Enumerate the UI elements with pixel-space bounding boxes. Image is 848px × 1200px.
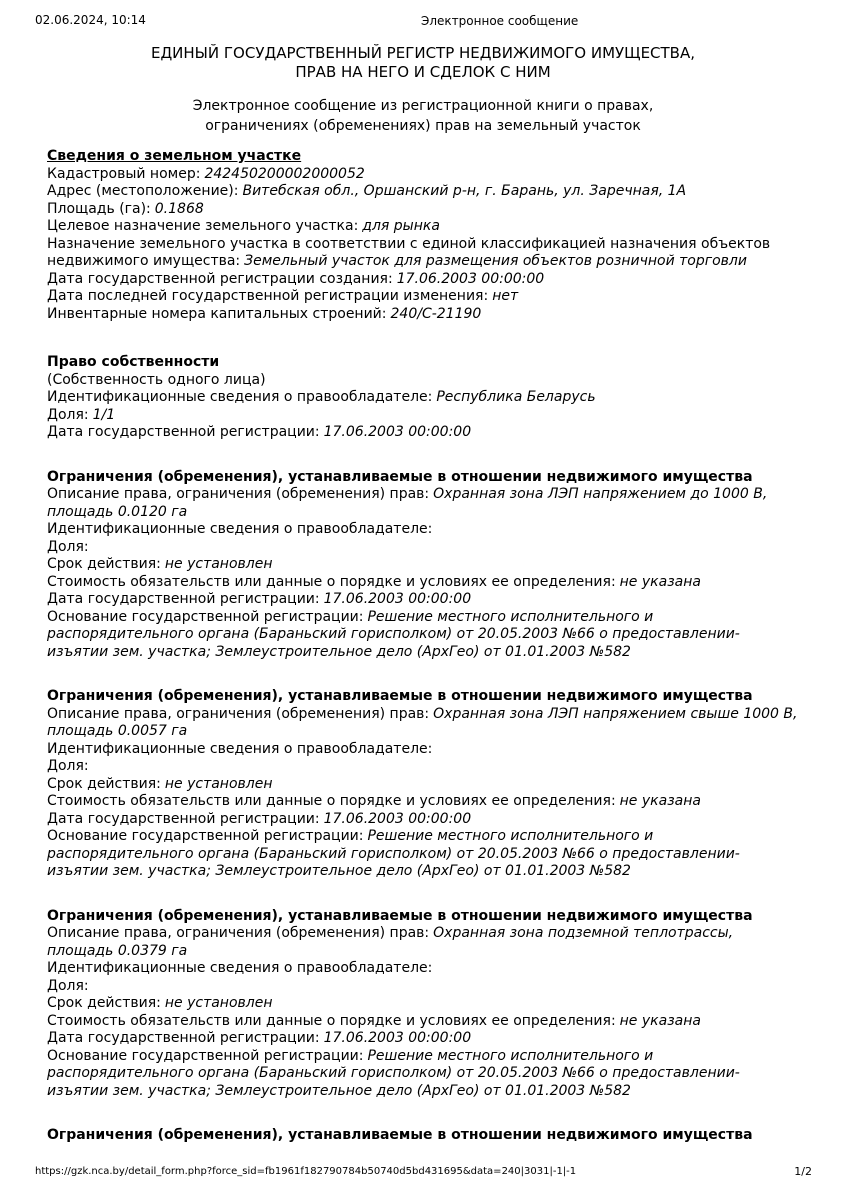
field-value: 17.06.2003 00:00:00 — [323, 424, 472, 440]
field-label: Основание государственной регистрации: — [47, 1047, 364, 1064]
print-footer-url: https://gzk.nca.by/detail_form.php?force_sid=fb1961f182790784b50740d5bd431695&data=240|3031|-1|-1 — [35, 1166, 577, 1177]
field-label: (Собственность одного лица) — [47, 371, 266, 388]
field-label: Дата последней государственной регистрации изменения: — [47, 288, 489, 304]
field-label: Идентификационные сведения о правообладателе: — [47, 521, 433, 537]
field-value: Охранная зона ЛЭП напряжением до 1000 В, площадь 0.0120 га — [47, 486, 768, 520]
document-sections — [47, 148, 799, 1145]
field-line — [47, 706, 799, 741]
register-title — [47, 44, 799, 82]
field-value: не установлен — [164, 995, 273, 1011]
section-fields — [47, 372, 799, 442]
field-value: не установлен — [164, 556, 273, 572]
field-label: Основание государственной регистрации: — [47, 608, 364, 625]
field-label: Дата государственной регистрации: — [47, 591, 320, 607]
print-footer-page-number: 1/2 — [794, 1165, 812, 1178]
field-line — [47, 201, 799, 219]
field-line — [47, 925, 799, 960]
field-value: Охранная зона ЛЭП напряжением свыше 1000 В, площадь 0.0057 га — [47, 705, 798, 739]
field-value: не указана — [619, 793, 701, 809]
field-line — [47, 236, 799, 271]
field-label: Идентификационные сведения о правообладателе: — [47, 740, 433, 757]
field-value: Витебская обл., Оршанский р-н, г. Барань, ул. Заречная, 1А — [242, 183, 687, 199]
print-header-timestamp: 02.06.2024, 10:14 — [35, 13, 146, 27]
field-label: Стоимость обязательств или данные о порядке и условиях ее определения: — [47, 793, 616, 809]
field-value: 17.06.2003 00:00:00 — [323, 810, 472, 827]
section-fields — [47, 706, 799, 881]
field-value: не указана — [619, 1012, 701, 1029]
field-value: для рынка — [362, 218, 440, 234]
field-line — [47, 218, 799, 236]
section-heading: Ограничения (обременения), устанавливаемые в отношении недвижимого имущества — [47, 1127, 753, 1143]
field-line — [47, 811, 799, 829]
field-value: 1/1 — [92, 406, 116, 423]
field-value: Республика Беларусь — [436, 389, 596, 405]
field-label: Дата государственной регистрации: — [47, 424, 320, 440]
field-line — [47, 1013, 799, 1031]
field-label: Инвентарные номера капитальных строений: — [47, 305, 387, 322]
section-heading: Ограничения (обременения), устанавливаемые в отношении недвижимого имущества — [47, 688, 753, 704]
field-line — [47, 978, 799, 996]
field-line — [47, 1030, 799, 1048]
field-line — [47, 758, 799, 776]
field-label: Доля: — [47, 406, 89, 423]
document-section — [47, 908, 799, 1101]
field-value: Земельный участок для размещения объектов розничной торговли — [244, 253, 747, 269]
field-label: Описание права, ограничения (обременения) прав: — [47, 705, 430, 722]
register-title-line1: ЕДИНЫЙ ГОСУДАРСТВЕННЫЙ РЕГИСТР НЕДВИЖИМОГО ИМУЩЕСТВА, — [150, 44, 696, 62]
document-section — [47, 1127, 799, 1145]
field-line — [47, 389, 799, 407]
field-label: Описание права, ограничения (обременения) прав: — [47, 925, 430, 941]
field-label: Стоимость обязательств или данные о порядке и условиях ее определения: — [47, 1012, 616, 1029]
field-label: Срок действия: — [47, 556, 161, 572]
field-label: Дата государственной регистрации: — [47, 1030, 320, 1046]
field-line — [47, 288, 799, 306]
field-line — [47, 372, 799, 390]
document-subtitle — [47, 96, 799, 136]
section-heading: Сведения о земельном участке — [47, 148, 302, 164]
field-label: Дата государственной регистрации: — [47, 810, 320, 827]
field-line — [47, 183, 799, 201]
field-label: Идентификационные сведения о правообладателе: — [47, 960, 433, 976]
field-label: Кадастровый номер: — [47, 165, 201, 182]
field-value: нет — [492, 288, 519, 304]
field-label: Основание государственной регистрации: — [47, 828, 364, 844]
field-value: Решение местного исполнительного и распорядительного органа (Бараньский горисполком) от 20.05.2003 №66 о предоставлении-изъятии зем. участка; Землеустроительное дело (АрхГео) от 01.01.2003 №582 — [47, 1047, 740, 1099]
document-section — [47, 354, 799, 442]
field-value: 0.1868 — [154, 200, 204, 217]
field-line — [47, 486, 799, 521]
field-value: 17.06.2003 00:00:00 — [323, 1030, 472, 1046]
field-line — [47, 995, 799, 1013]
register-title-line2: ПРАВ НА НЕГО И СДЕЛОК С НИМ — [295, 63, 551, 81]
field-line — [47, 556, 799, 574]
field-value: 17.06.2003 00:00:00 — [323, 591, 472, 607]
field-line — [47, 574, 799, 592]
field-label: Доля: — [47, 758, 89, 774]
field-line — [47, 609, 799, 662]
document-section — [47, 148, 799, 323]
field-label: Доля: — [47, 538, 89, 555]
field-line — [47, 828, 799, 881]
field-line — [47, 424, 799, 442]
field-label: Описание права, ограничения (обременения) прав: — [47, 486, 430, 502]
field-line — [47, 776, 799, 794]
field-value: 240/С-21190 — [390, 305, 482, 322]
field-line — [47, 793, 799, 811]
section-fields — [47, 166, 799, 324]
field-line — [47, 591, 799, 609]
field-line — [47, 741, 799, 759]
field-label: Доля: — [47, 977, 89, 994]
field-value: не установлен — [164, 775, 273, 792]
section-heading: Право собственности — [47, 354, 220, 370]
field-line — [47, 521, 799, 539]
field-line — [47, 271, 799, 289]
field-label: Стоимость обязательств или данные о порядке и условиях ее определения: — [47, 573, 616, 590]
field-line — [47, 166, 799, 184]
document-subtitle-line2: ограничениях (обременениях) прав на земельный участок — [205, 118, 641, 134]
field-line — [47, 539, 799, 557]
field-label: Площадь (га): — [47, 200, 151, 217]
field-line — [47, 407, 799, 425]
field-value: Решение местного исполнительного и распорядительного органа (Бараньский горисполком) от 20.05.2003 №66 о предоставлении-изъятии зем. участка; Землеустроительное дело (АрхГео) от 01.01.2003 №582 — [47, 608, 740, 660]
field-line — [47, 960, 799, 978]
field-value: Охранная зона подземной теплотрассы, площадь 0.0379 га — [47, 925, 734, 959]
field-line — [47, 306, 799, 324]
field-label: Срок действия: — [47, 775, 161, 792]
field-label: Целевое назначение земельного участка: — [47, 218, 359, 234]
document-page — [47, 44, 799, 1172]
section-heading: Ограничения (обременения), устанавливаемые в отношении недвижимого имущества — [47, 468, 753, 485]
document-section — [47, 688, 799, 881]
document-section — [47, 469, 799, 662]
field-line — [47, 1048, 799, 1101]
field-value: Решение местного исполнительного и распорядительного органа (Бараньский горисполком) от 20.05.2003 №66 о предоставлении-изъятии зем. участка; Землеустроительное дело (АрхГео) от 01.01.2003 №582 — [47, 828, 740, 879]
field-value: не указана — [619, 573, 701, 590]
section-fields — [47, 925, 799, 1100]
print-header-doc-title: Электронное сообщение — [421, 14, 579, 28]
field-value: 242450200002000052 — [204, 165, 365, 182]
document-subtitle-line1: Электронное сообщение из регистрационной книги о правах, — [192, 98, 654, 114]
field-label: Адрес (местоположение): — [47, 183, 239, 199]
field-label: Дата государственной регистрации создания: — [47, 270, 393, 287]
field-label: Срок действия: — [47, 995, 161, 1011]
field-value: 17.06.2003 00:00:00 — [396, 270, 545, 287]
section-heading: Ограничения (обременения), устанавливаемые в отношении недвижимого имущества — [47, 907, 753, 924]
section-fields — [47, 486, 799, 661]
field-label: Назначение земельного участка в соответствии с единой классификацией назначения объектов недвижимого имущества: — [47, 235, 771, 269]
field-label: Идентификационные сведения о правообладателе: — [47, 389, 433, 405]
